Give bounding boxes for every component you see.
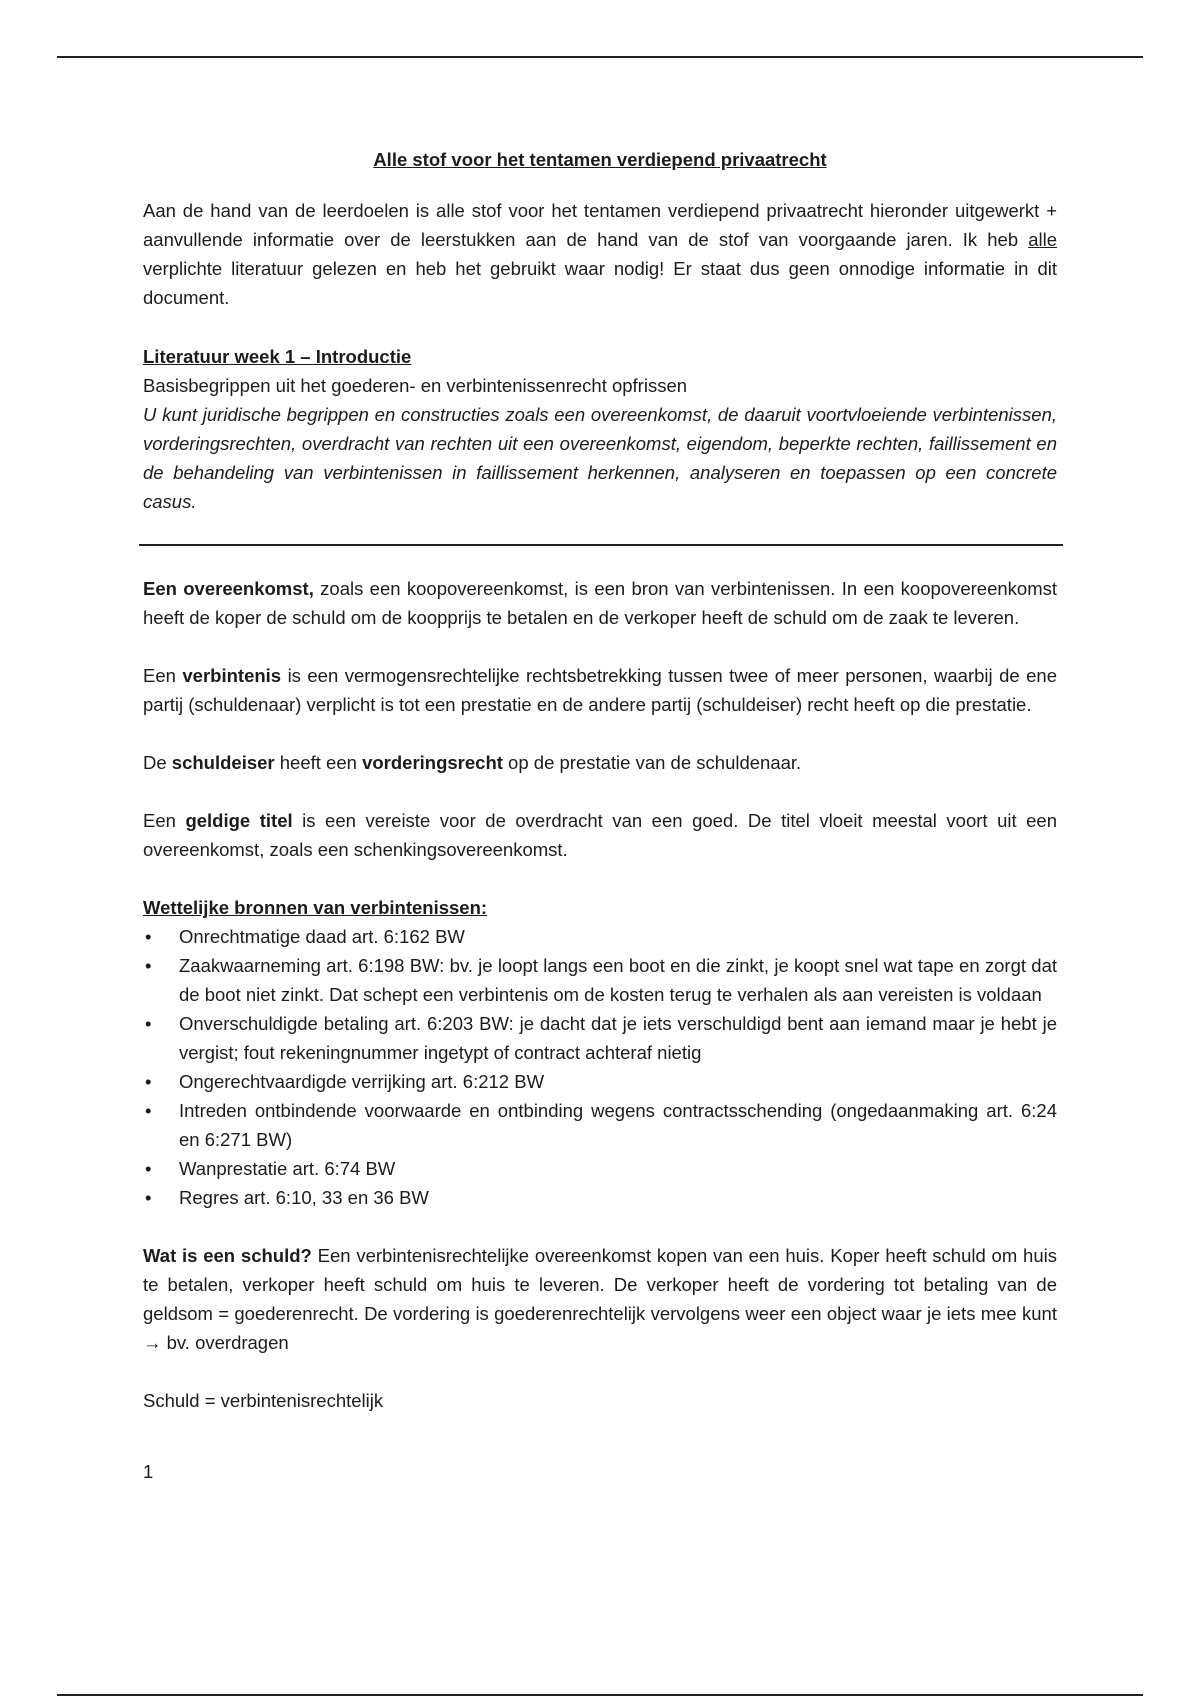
paragraph-schuldeiser: De schuldeiser heeft een vorderingsrecht op de prestatie van de schuldenaar.	[143, 752, 802, 773]
week1-heading: Literatuur week 1 – Introductie	[143, 346, 412, 367]
list-item: • Onrechtmatige daad art. 6:162 BW	[143, 922, 1057, 951]
week1-subtitle: Basisbegrippen uit het goederen- en verbintenissenrecht opfrissen	[143, 375, 688, 396]
bronnen-list	[143, 922, 1057, 1212]
list-item: • Onverschuldigde betaling art. 6:203 BW: je dacht dat je iets verschuldigd bent aan iemand maar je hebt je vergist; fout rekeningnummer ingetypt of contract achteraf nietig	[143, 1009, 1057, 1067]
learning-goal: U kunt juridische begrippen en constructies zoals een overeenkomst, de daaruit voortvloeiende verbintenissen, vorderingsrechten, overdracht van rechten uit een overeenkomst, eigendom, beperkte rechten, faillissement en de behandeling van verbintenissen in faillissement herkennen, analyseren en toepassen op een concrete casus.	[143, 404, 1057, 512]
page-number: 1	[143, 1461, 154, 1482]
list-item: • Intreden ontbindende voorwaarde en ontbinding wegens contractsschending (ongedaanmaking art. 6:24 en 6:271 BW)	[143, 1096, 1057, 1154]
paragraph-geldige-titel: Een geldige titel is een vereiste voor de overdracht van een goed. De titel vloeit meestal voort uit een overeenkomst, zoals een schenkingsovereenkomst.	[143, 810, 1058, 860]
list-item: • Wanprestatie art. 6:74 BW	[143, 1154, 1057, 1183]
underlined-word: alle	[1028, 229, 1057, 250]
document-body	[143, 141, 1057, 1486]
intro-paragraph: Aan de hand van de leerdoelen is alle stof voor het tentamen verdiepend privaatrecht hieronder uitgewerkt + aanvullende informatie over de leerstukken aan de hand van de stof van voorgaande jaren. Ik heb alle verplichte literatuur gelezen en heb het gebruikt waar nodig! Er staat dus geen onnodige informatie in dit document.	[143, 200, 1057, 308]
schuld-line: Schuld = verbintenisrechtelijk	[143, 1390, 384, 1411]
bronnen-heading: Wettelijke bronnen van verbintenissen:	[143, 897, 488, 918]
list-item: • Ongerechtvaardigde verrijking art. 6:212 BW	[143, 1067, 1057, 1096]
paragraph-verbintenis: Een verbintenis is een vermogensrechtelijke rechtsbetrekking tussen twee of meer personen, waarbij de ene partij (schuldenaar) verplicht is tot een prestatie en de andere partij (schuldeiser) recht heeft op die prestatie.	[143, 665, 1057, 715]
page-bottom-rule	[57, 1694, 1143, 1696]
page-top-rule	[57, 56, 1143, 58]
paragraph-schuld: Wat is een schuld? Een verbintenisrechtelijke overeenkomst kopen van een huis. Koper heeft schuld om huis te betalen, verkoper heeft schuld om huis te leveren. De verkoper heeft de vordering tot betaling van de geldsom = goederenrecht. De vordering is goederenrechtelijk vervolgens weer een object waar je iets mee kunt → bv. overdragen	[143, 1245, 1057, 1353]
document-title: Alle stof voor het tentamen verdiepend privaatrecht	[373, 149, 827, 170]
list-item: • Zaakwaarneming art. 6:198 BW: bv. je loopt langs een boot en die zinkt, je koopt snel wat tape en zorgt dat de boot niet zinkt. Dat schept een verbintenis om de kosten terug te verhalen als aan vereisten is voldaan	[143, 951, 1057, 1009]
paragraph-overeenkomst: Een overeenkomst, zoals een koopovereenkomst, is een bron van verbintenissen. In een koopovereenkomst heeft de koper de schuld om de koopprijs te betalen en de verkoper heeft de schuld om de zaak te leveren.	[143, 578, 1057, 628]
list-item: • Regres art. 6:10, 33 en 36 BW	[143, 1183, 1057, 1212]
section-divider	[139, 544, 1063, 546]
